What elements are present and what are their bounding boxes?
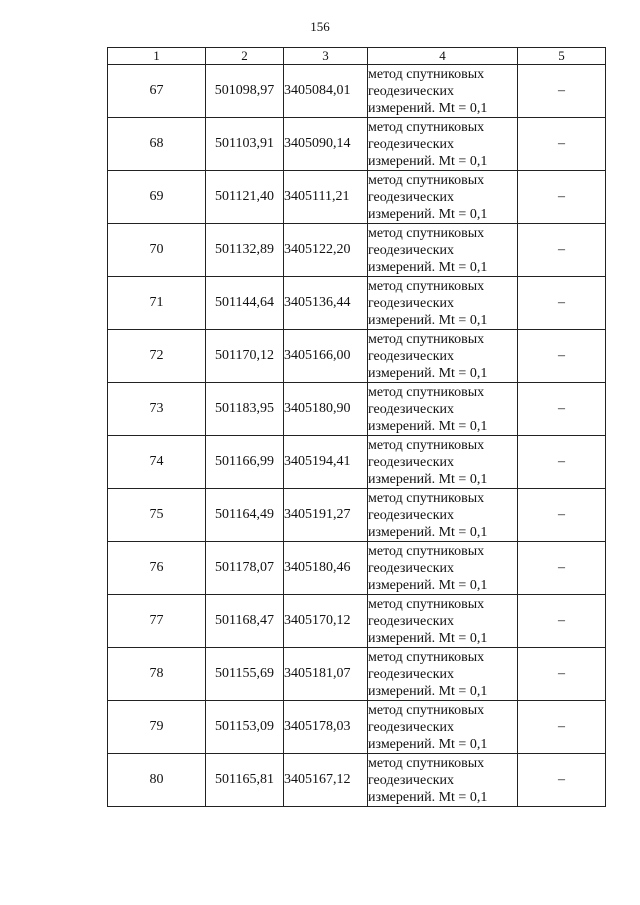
y-coordinate-cell: 3405136,44 [284, 277, 368, 330]
method-line: измерений. Mt = 0,1 [368, 365, 488, 381]
method-line: геодезических [368, 454, 455, 470]
method-cell [368, 595, 518, 648]
table-row [108, 595, 606, 648]
method-cell [368, 330, 518, 383]
method-line: измерений. Mt = 0,1 [368, 789, 488, 805]
point-number-cell: 80 [108, 754, 206, 807]
table-row [108, 701, 606, 754]
x-coordinate-cell: 501153,09 [206, 701, 284, 754]
method-line: метод спутниковых [368, 649, 485, 665]
note-cell: – [518, 701, 606, 754]
method-cell [368, 436, 518, 489]
method-line: измерений. Mt = 0,1 [368, 259, 488, 275]
method-line: метод спутниковых [368, 437, 485, 453]
column-header-2: 2 [206, 48, 284, 65]
x-coordinate-cell: 501144,64 [206, 277, 284, 330]
header-row [108, 48, 606, 65]
table-row [108, 224, 606, 277]
y-coordinate-cell: 3405111,21 [284, 171, 368, 224]
table-header [108, 48, 606, 65]
note-cell: – [518, 595, 606, 648]
x-coordinate-cell: 501166,99 [206, 436, 284, 489]
page-number: 156 [310, 19, 330, 34]
method-cell [368, 171, 518, 224]
note-cell: – [518, 542, 606, 595]
method-line: геодезических [368, 560, 455, 576]
method-line: геодезических [368, 401, 455, 417]
method-line: метод спутниковых [368, 225, 485, 241]
method-cell [368, 754, 518, 807]
method-cell [368, 383, 518, 436]
method-line: измерений. Mt = 0,1 [368, 630, 488, 646]
method-line: измерений. Mt = 0,1 [368, 418, 488, 434]
point-number-cell: 74 [108, 436, 206, 489]
method-cell [368, 224, 518, 277]
x-coordinate-cell: 501164,49 [206, 489, 284, 542]
method-line: измерений. Mt = 0,1 [368, 312, 488, 328]
table-row [108, 383, 606, 436]
method-line: измерений. Mt = 0,1 [368, 736, 488, 752]
note-cell: – [518, 754, 606, 807]
note-cell: – [518, 330, 606, 383]
method-line: метод спутниковых [368, 278, 485, 294]
x-coordinate-cell: 501155,69 [206, 648, 284, 701]
method-line: метод спутниковых [368, 66, 485, 82]
table-row [108, 754, 606, 807]
method-line: измерений. Mt = 0,1 [368, 206, 488, 222]
method-line: геодезических [368, 772, 455, 788]
note-cell: – [518, 489, 606, 542]
table-row [108, 171, 606, 224]
point-number-cell: 78 [108, 648, 206, 701]
point-number-cell: 68 [108, 118, 206, 171]
x-coordinate-cell: 501098,97 [206, 65, 284, 118]
x-coordinate-cell: 501168,47 [206, 595, 284, 648]
y-coordinate-cell: 3405178,03 [284, 701, 368, 754]
y-coordinate-cell: 3405090,14 [284, 118, 368, 171]
method-line: измерений. Mt = 0,1 [368, 471, 488, 487]
note-cell: – [518, 277, 606, 330]
method-line: геодезических [368, 348, 455, 364]
x-coordinate-cell: 501183,95 [206, 383, 284, 436]
method-line: геодезических [368, 136, 455, 152]
note-cell: – [518, 171, 606, 224]
method-line: геодезических [368, 666, 455, 682]
x-coordinate-cell: 501170,12 [206, 330, 284, 383]
x-coordinate-cell: 501132,89 [206, 224, 284, 277]
method-cell [368, 489, 518, 542]
point-number-cell: 75 [108, 489, 206, 542]
note-cell: – [518, 648, 606, 701]
note-cell: – [518, 383, 606, 436]
method-cell [368, 542, 518, 595]
method-line: метод спутниковых [368, 755, 485, 771]
point-number-cell: 69 [108, 171, 206, 224]
table-body [108, 65, 606, 807]
method-line: метод спутниковых [368, 490, 485, 506]
method-line: геодезических [368, 242, 455, 258]
method-line: метод спутниковых [368, 702, 485, 718]
column-header-5: 5 [518, 48, 606, 65]
method-cell [368, 277, 518, 330]
point-number-cell: 71 [108, 277, 206, 330]
method-line: геодезических [368, 189, 455, 205]
method-line: измерений. Mt = 0,1 [368, 524, 488, 540]
note-cell: – [518, 65, 606, 118]
method-line: геодезических [368, 295, 455, 311]
x-coordinate-cell: 501121,40 [206, 171, 284, 224]
y-coordinate-cell: 3405180,46 [284, 542, 368, 595]
method-line: метод спутниковых [368, 384, 485, 400]
note-cell: – [518, 436, 606, 489]
table-row [108, 330, 606, 383]
y-coordinate-cell: 3405122,20 [284, 224, 368, 277]
method-line: геодезических [368, 719, 455, 735]
method-line: измерений. Mt = 0,1 [368, 683, 488, 699]
y-coordinate-cell: 3405181,07 [284, 648, 368, 701]
y-coordinate-cell: 3405194,41 [284, 436, 368, 489]
table-row [108, 648, 606, 701]
point-number-cell: 73 [108, 383, 206, 436]
table-row [108, 277, 606, 330]
note-cell: – [518, 118, 606, 171]
method-line: метод спутниковых [368, 596, 485, 612]
point-number-cell: 67 [108, 65, 206, 118]
x-coordinate-cell: 501103,91 [206, 118, 284, 171]
method-line: метод спутниковых [368, 172, 485, 188]
method-line: метод спутниковых [368, 119, 485, 135]
table-row [108, 489, 606, 542]
point-number-cell: 70 [108, 224, 206, 277]
y-coordinate-cell: 3405191,27 [284, 489, 368, 542]
y-coordinate-cell: 3405167,12 [284, 754, 368, 807]
column-header-3: 3 [284, 48, 368, 65]
table-row [108, 65, 606, 118]
x-coordinate-cell: 501178,07 [206, 542, 284, 595]
method-line: метод спутниковых [368, 543, 485, 559]
y-coordinate-cell: 3405084,01 [284, 65, 368, 118]
method-line: геодезических [368, 83, 455, 99]
column-header-1: 1 [108, 48, 206, 65]
column-header-4: 4 [368, 48, 518, 65]
method-line: измерений. Mt = 0,1 [368, 153, 488, 169]
y-coordinate-cell: 3405166,00 [284, 330, 368, 383]
method-line: метод спутниковых [368, 331, 485, 347]
point-number-cell: 77 [108, 595, 206, 648]
y-coordinate-cell: 3405180,90 [284, 383, 368, 436]
table-row [108, 542, 606, 595]
point-number-cell: 72 [108, 330, 206, 383]
note-cell: – [518, 224, 606, 277]
method-cell [368, 65, 518, 118]
method-line: измерений. Mt = 0,1 [368, 100, 488, 116]
method-line: геодезических [368, 507, 455, 523]
method-cell [368, 118, 518, 171]
point-number-cell: 76 [108, 542, 206, 595]
coordinates-table [107, 47, 606, 807]
method-line: геодезических [368, 613, 455, 629]
method-cell [368, 648, 518, 701]
point-number-cell: 79 [108, 701, 206, 754]
table-row [108, 118, 606, 171]
method-line: измерений. Mt = 0,1 [368, 577, 488, 593]
table-row [108, 436, 606, 489]
x-coordinate-cell: 501165,81 [206, 754, 284, 807]
method-cell [368, 701, 518, 754]
y-coordinate-cell: 3405170,12 [284, 595, 368, 648]
